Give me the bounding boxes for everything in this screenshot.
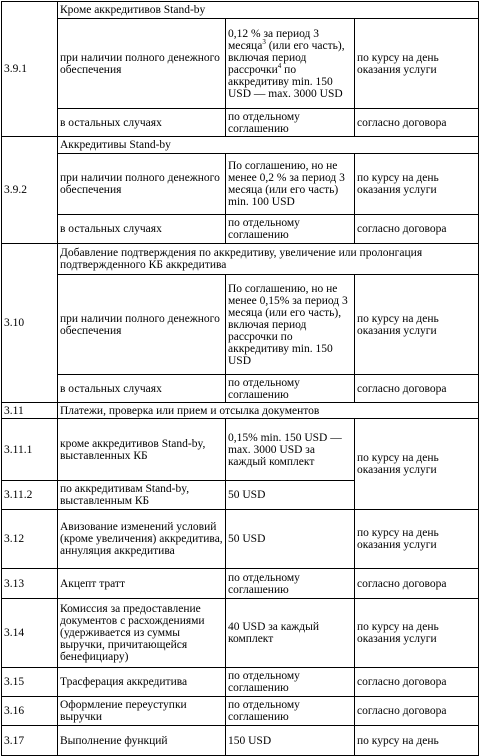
term-cell: согласно договора: [355, 697, 479, 726]
service-label: по аккредитивам Stand-by, выставленным КБ: [58, 481, 226, 510]
table-row: [2, 2, 479, 19]
section-title: Аккредитивы Stand-by: [58, 137, 479, 154]
service-label: Авизование изменений условий (кроме увеличения) аккредитива, аннуляция аккредитива: [58, 510, 226, 569]
row-code: 3.11: [2, 403, 58, 419]
rate-cell: 50 USD: [226, 481, 355, 510]
service-label: Трасферация аккредитива: [58, 668, 226, 697]
term-cell: по курсу на день оказания услуги: [355, 275, 479, 375]
term-cell: по курсу на день оказания услуги: [355, 599, 479, 668]
table-row: [2, 668, 479, 697]
table-row: [2, 275, 479, 375]
term-cell: по курсу на день оказания услуги: [355, 419, 479, 510]
condition-label: в остальных случаях: [58, 109, 226, 137]
table-row: [2, 510, 479, 569]
condition-label: при наличии полного денежного обеспечения: [58, 154, 226, 215]
table-row: [2, 137, 479, 154]
rate-cell: 150 USD: [226, 726, 355, 756]
term-cell: согласно договора: [355, 109, 479, 137]
service-label: Выполнение функций: [58, 726, 226, 756]
tariff-table: [1, 1, 479, 756]
term-cell: согласно договора: [355, 668, 479, 697]
term-cell: по курсу на день оказания услуги: [355, 510, 479, 569]
section-title: Кроме аккредитивов Stand-by: [58, 2, 479, 19]
rate-cell: 50 USD: [226, 510, 355, 569]
row-code: 3.17: [2, 726, 58, 756]
row-code: 3.10: [2, 244, 58, 403]
term-cell: согласно договора: [355, 215, 479, 244]
table-row: [2, 154, 479, 215]
term-cell: по курсу на день оказания услуги: [355, 154, 479, 215]
rate-cell: по отдельному соглашению: [226, 215, 355, 244]
rate-cell: по отдельному соглашению: [226, 375, 355, 403]
rate-cell: по отдельному соглашению: [226, 569, 355, 599]
rate-cell: 0,12 % за период 3 месяца$^3$ (или его часть), включая период рассрочки$^4$ по аккредитиву min. 150 USD — max. 3000 USD: [226, 19, 355, 109]
table-row: [2, 244, 479, 275]
table-row: [2, 19, 479, 109]
row-code: 3.16: [2, 697, 58, 726]
table-row: [2, 599, 479, 668]
service-label: Комиссия за предоставление документов с расхождениями (удерживается из суммы выручки, причитающейся бенефициару): [58, 599, 226, 668]
section-title: Платежи, проверка или прием и отсылка документов: [58, 403, 479, 419]
row-code: 3.13: [2, 569, 58, 599]
row-code: 3.9.1: [2, 2, 58, 137]
condition-label: в остальных случаях: [58, 375, 226, 403]
row-code: 3.9.2: [2, 137, 58, 244]
row-code: 3.12: [2, 510, 58, 569]
condition-label: в остальных случаях: [58, 215, 226, 244]
table-row: [2, 419, 479, 481]
section-title: Добавление подтверждения по аккредитиву, увеличение или пролонгация подтвержденного КБ аккредитива: [58, 244, 479, 275]
condition-label: при наличии полного денежного обеспечения: [58, 275, 226, 375]
service-label: Акцепт тратт: [58, 569, 226, 599]
table-row: [2, 403, 479, 419]
term-cell: согласно договора: [355, 375, 479, 403]
table-row: [2, 726, 479, 756]
table-row: [2, 109, 479, 137]
table-row: [2, 569, 479, 599]
rate-cell: 40 USD за каждый комплект: [226, 599, 355, 668]
rate-cell: по отдельному соглашению: [226, 668, 355, 697]
row-code: 3.15: [2, 668, 58, 697]
table-row: [2, 375, 479, 403]
rate-cell: 0,15% min. 150 USD — max. 3000 USD за каждый комплект: [226, 419, 355, 481]
rate-cell: по отдельному соглашению: [226, 697, 355, 726]
table-row: [2, 215, 479, 244]
term-cell: по курсу на день: [355, 726, 479, 756]
service-label: кроме аккредитивов Stand-by, выставленных КБ: [58, 419, 226, 481]
term-cell: по курсу на день оказания услуги: [355, 19, 479, 109]
row-code: 3.11.2: [2, 481, 58, 510]
term-cell: согласно договора: [355, 569, 479, 599]
condition-label: при наличии полного денежного обеспечения: [58, 19, 226, 109]
row-code: 3.14: [2, 599, 58, 668]
rate-cell: По соглашению, но не менее 0,15% за период 3 месяца (или его часть), включая период рассрочки по аккредитиву min. 150 USD: [226, 275, 355, 375]
service-label: Оформление переуступки выручки: [58, 697, 226, 726]
rate-cell: по отдельному соглашению: [226, 109, 355, 137]
row-code: 3.11.1: [2, 419, 58, 481]
rate-cell: По соглашению, но не менее 0,2 % за период 3 месяца (или его часть) min. 100 USD: [226, 154, 355, 215]
table-row: [2, 697, 479, 726]
